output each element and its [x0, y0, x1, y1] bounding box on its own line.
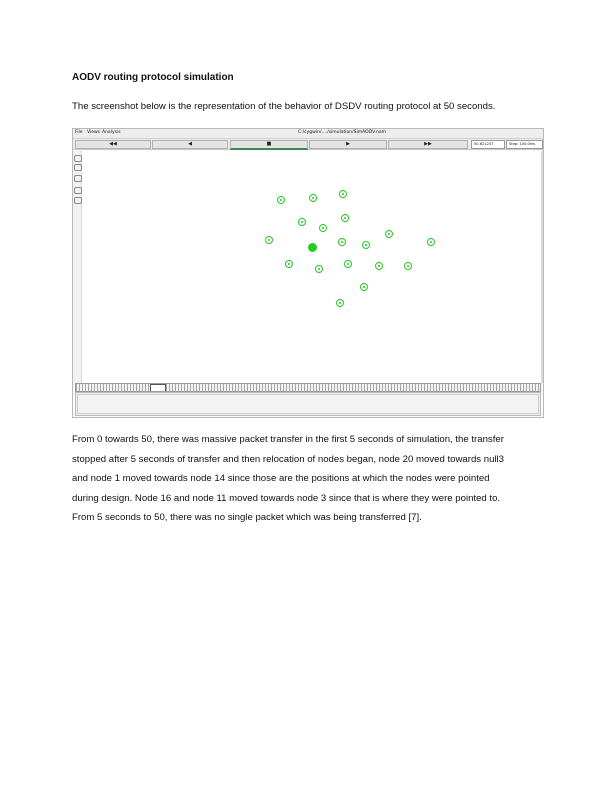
step-readout[interactable]: Step: 100.0ms [506, 140, 543, 149]
body-paragraph [72, 430, 542, 528]
paragraph-line: From 0 towards 50, there was massive packet transfer in the first 5 seconds of simulation, the transfer [72, 434, 504, 445]
tool-column [73, 151, 82, 386]
timeline-ticks [76, 384, 540, 391]
network-node[interactable] [309, 194, 317, 202]
network-node[interactable] [362, 241, 370, 249]
network-node[interactable] [319, 224, 327, 232]
network-node[interactable] [341, 214, 349, 222]
stop-button[interactable]: ■ [230, 140, 308, 150]
back-button[interactable]: ◀ [152, 140, 228, 149]
rewind-button[interactable]: ◀◀ [75, 140, 151, 149]
paragraph-line: and node 1 moved towards node 14 since those are the positions at which the nodes were pointed [72, 473, 490, 484]
timeline-slider[interactable] [75, 383, 541, 392]
network-node[interactable] [360, 283, 368, 291]
annotation-pane [75, 392, 541, 416]
menu-analysis[interactable]: Analysis [102, 130, 121, 135]
edit-icon[interactable] [74, 197, 82, 204]
intro-paragraph: The screenshot below is the representation of the behavior of DSDV routing protocol at 50 seconds. [72, 101, 496, 112]
paragraph-line: From 5 seconds to 50, there was no single packet which was being transferred [7]. [72, 512, 422, 523]
timeline-handle[interactable] [150, 384, 166, 392]
menu-views[interactable]: Views [87, 130, 101, 135]
network-node[interactable] [285, 260, 293, 268]
network-node[interactable] [344, 260, 352, 268]
zoom-out-icon[interactable] [74, 164, 82, 171]
file-path: C:/cygwin/..../simulation/SimAODV.nam [298, 130, 387, 135]
network-node[interactable] [427, 238, 435, 246]
paragraph-line: stopped after 5 seconds of transfer and then relocation of nodes began, node 20 moved towards null3 [72, 453, 505, 465]
vertical-scrollbar[interactable] [541, 151, 543, 383]
section-heading: AODV routing protocol simulation [72, 72, 234, 83]
paragraph-line: during design. Node 16 and node 11 moved towards node 3 since that is where they were pointed to. [72, 492, 501, 504]
pan-icon[interactable] [74, 175, 82, 182]
network-node[interactable] [338, 238, 346, 246]
network-node[interactable] [404, 262, 412, 270]
network-node[interactable] [308, 243, 317, 252]
network-node[interactable] [298, 218, 306, 226]
network-node[interactable] [385, 230, 393, 238]
menu-file[interactable]: File [75, 130, 83, 135]
network-canvas[interactable] [82, 151, 541, 384]
network-node[interactable] [315, 265, 323, 273]
network-node[interactable] [265, 236, 273, 244]
annotation-pane-inner [77, 394, 539, 414]
network-node[interactable] [277, 196, 285, 204]
playback-controls [73, 139, 543, 150]
network-node[interactable] [375, 262, 383, 270]
network-node[interactable] [336, 299, 344, 307]
select-icon[interactable] [74, 187, 82, 194]
play-button[interactable]: ▶ [309, 140, 387, 149]
network-node[interactable] [339, 190, 347, 198]
zoom-in-icon[interactable] [74, 155, 82, 162]
simulator-screenshot [72, 128, 544, 418]
time-readout: 50.621237 [471, 140, 505, 149]
fast-forward-button[interactable]: ▶▶ [388, 140, 468, 149]
menu-bar [73, 129, 543, 139]
